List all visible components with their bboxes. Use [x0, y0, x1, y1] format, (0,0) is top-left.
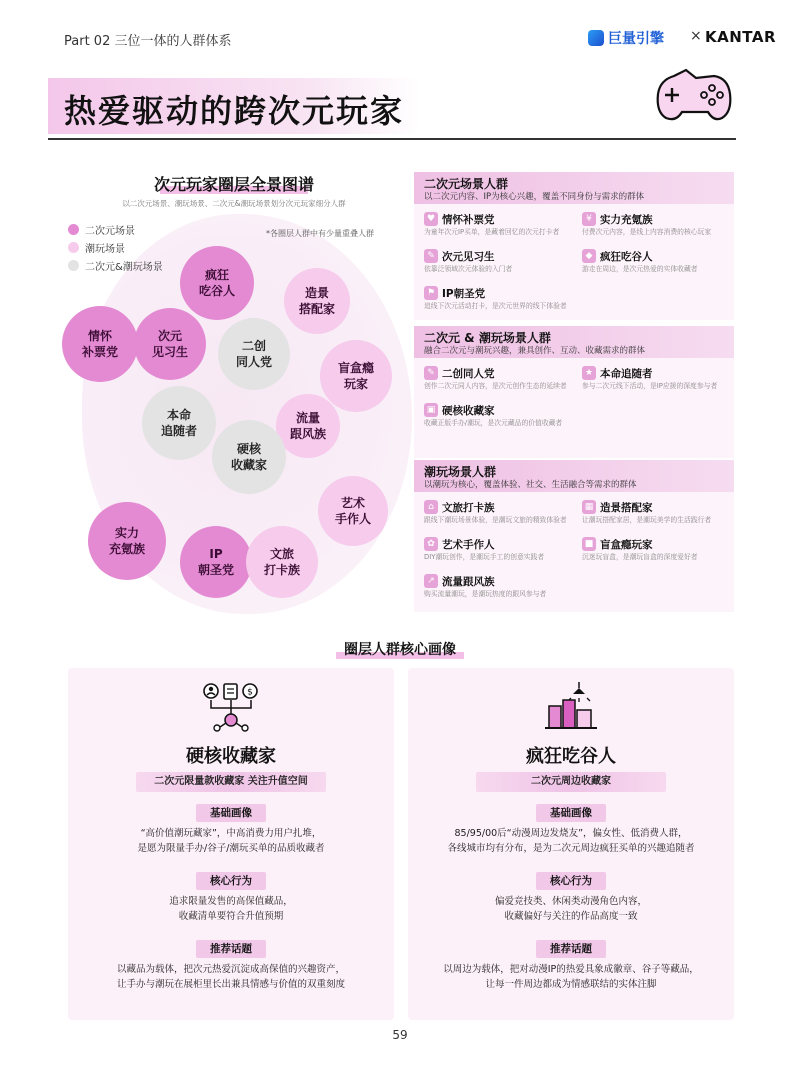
section-label-behavior: 核心行为: [536, 872, 606, 890]
portrait-card-title: 硬核收藏家: [186, 746, 276, 767]
scene-icon: ▦: [582, 500, 596, 514]
people-network-icon: [201, 682, 261, 734]
section-label-basic: 基础画像: [536, 804, 606, 822]
segment-bubble: IP 朝圣党: [180, 526, 252, 598]
legend-label: 二次元场景: [85, 226, 135, 237]
page-number: 59: [392, 1028, 408, 1042]
portrait-card-tag: 二次元限量款收藏家 关注升值空间: [136, 772, 326, 792]
gift-icon: ■: [582, 537, 596, 551]
segment-bubble: 情怀 补票党: [62, 306, 138, 382]
segment-bubble: 次元 见习生: [134, 308, 206, 380]
segment-card-title: 二次元 & 潮玩场景人群: [424, 331, 551, 345]
segment-item-desc: 跟线下潮玩场景体验，是潮玩文旅的精致体验者: [424, 516, 567, 524]
segment-bubble: 流量 跟风族: [276, 394, 340, 458]
portrait-card-merch: [408, 668, 734, 1020]
segment-item-desc: 依靠泛领域次元体验的入门者: [424, 265, 513, 273]
title-divider: [48, 138, 736, 140]
segment-bubble: 盲盒瘾 玩家: [320, 340, 392, 412]
segment-bubble: 造景 搭配家: [284, 268, 350, 334]
svg-text:$: $: [247, 687, 253, 698]
segment-item-name: 二创同人党: [442, 368, 495, 380]
segment-bubble: 文旅 打卡族: [246, 526, 318, 598]
trend-icon: ↗: [424, 574, 438, 588]
segment-card-desc: 以二次元内容、IP为核心兴趣，覆盖不同身份与需求的群体: [424, 192, 645, 202]
student-icon: ✎: [424, 249, 438, 263]
portrait-card-tag: 二次元周边收藏家: [476, 772, 666, 792]
segment-item-name: 硬核收藏家: [442, 405, 495, 417]
segment-card-desc: 融合二次元与潮玩兴趣，兼具创作、互动、收藏需求的群体: [424, 346, 646, 356]
logo-separator: ×: [690, 28, 702, 44]
segment-item-desc: 让潮玩搭配家居，是潮玩美学的生活践行者: [582, 516, 712, 524]
section-label-behavior: 核心行为: [196, 872, 266, 890]
section-text-behavior: 偏爱竞技类、休闲类动漫角色内容， 收藏偏好与关注的作品高度一致: [494, 896, 647, 923]
map-note: *各圈层人群中有少量重叠人群: [266, 229, 374, 238]
segment-card-desc: 以潮玩为核心，覆盖体验、社交、生活融合等需求的群体: [424, 480, 637, 490]
kantar-logo: KANTAR: [705, 28, 777, 46]
portrait-card-title: 疯狂吃谷人: [526, 746, 616, 767]
segment-bubble: 硬核 收藏家: [212, 420, 286, 494]
legend-item-2d: [68, 222, 135, 237]
segment-item-desc: 创作二次元同人内容，是次元创作生态的延续者: [424, 382, 567, 390]
segment-card-title: 潮玩场景人群: [424, 465, 497, 479]
segment-item-desc: 付费次元内容，是线上内容消费的核心玩家: [582, 228, 712, 236]
segment-item-name: IP朝圣党: [442, 288, 486, 300]
palette-icon: ✿: [424, 537, 438, 551]
portrait-card-collector: [68, 668, 394, 1020]
segment-item-name: 造景搭配家: [600, 502, 653, 514]
legend-dot: [68, 242, 79, 253]
segment-item-name: 疯狂吃谷人: [600, 251, 653, 263]
coin-icon: ¥: [582, 212, 596, 226]
segment-item-desc: 游走在周边，是次元热爱的实体收藏者: [582, 265, 698, 273]
part-label: Part 02 三位一体的人群体系: [64, 34, 232, 49]
segment-card-title: 二次元场景人群: [424, 177, 509, 191]
segment-item-name: 本命追随者: [600, 368, 653, 380]
legend-dot: [68, 224, 79, 235]
segment-item-name: 实力充氪族: [600, 214, 653, 226]
shelf-lamp-icon: [541, 682, 601, 734]
legend-dot: [68, 260, 79, 271]
segment-bubble: 实力 充氪族: [88, 502, 166, 580]
segment-item-name: 盲盒瘾玩家: [600, 539, 653, 551]
section-label-topic: 推荐话题: [536, 940, 606, 958]
page-title: 热爱驱动的跨次元玩家: [64, 92, 405, 130]
segment-item-desc: 收藏正版手办/潮玩，是次元藏品的价值收藏者: [424, 419, 563, 427]
juliang-logo-text: 巨量引擎: [608, 31, 664, 47]
map-subtitle: 以二次元场景、潮玩场景、二次元&潮玩场景划分次元玩家细分人群: [122, 199, 346, 208]
section-text-topic: 以藏品为载体，把次元热爱沉淀成高保值的兴趣资产， 让手办与潮玩在展柜里长出兼具情感与价值的双重刻度: [116, 964, 345, 991]
segment-bubble: 疯狂 吃谷人: [180, 246, 254, 320]
segment-card: [414, 326, 734, 458]
section-text-basic: 85/95/00后“动漫周边发烧友”，偏女性、低消费人群， 各线城市均有分布，是为二次元周边疯狂买单的兴趣追随者: [447, 828, 695, 855]
segment-item-desc: 购买流量潮玩，是潮玩热度的跟风参与者: [424, 590, 547, 598]
juliang-logo: [588, 28, 664, 48]
pen-icon: ✎: [424, 366, 438, 380]
segment-item-name: 文旅打卡族: [442, 502, 495, 514]
segment-bubble: 本命 追随者: [142, 386, 216, 460]
box-icon: ▣: [424, 403, 438, 417]
section-text-behavior: 追求限量发售的高保值藏品， 收藏清单要符合升值预期: [169, 896, 293, 923]
segment-item-name: 情怀补票党: [442, 214, 495, 226]
bag-icon: ◆: [582, 249, 596, 263]
section-text-topic: 以周边为载体，把对动漫IP的热爱具象成徽章、谷子等藏品， 让每一件周边都成为情感联结的实体注脚: [443, 964, 699, 991]
segment-bubble: 艺术 手作人: [318, 476, 388, 546]
segment-item-desc: 参与二次元线下活动，是IP应援的深度参与者: [582, 382, 718, 390]
segment-item-desc: 沉迷玩盲盒，是潮玩盲盒的深度爱好者: [582, 553, 698, 561]
segment-item-desc: 为童年次元IP买单，是藏着回忆的次元打卡者: [424, 228, 560, 236]
map-icon: ⌂: [424, 500, 438, 514]
portrait-title: 圈层人群核心画像: [344, 642, 456, 658]
segment-item-name: 次元见习生: [442, 251, 495, 263]
heart-ticket-icon: ♥: [424, 212, 438, 226]
segment-item-desc: 追线下次元活动打卡，是次元世界的线下体验者: [424, 302, 567, 310]
flag-icon: ⚑: [424, 286, 438, 300]
section-label-basic: 基础画像: [196, 804, 266, 822]
segment-bubble: 二创 同人党: [218, 318, 290, 390]
map-title: 次元玩家圈层全景图谱: [153, 175, 314, 194]
gamepad-icon: [652, 66, 736, 126]
section-text-basic: “高价值潮玩藏家”，中高消费力用户扎堆， 是愿为限量手办/谷子/潮玩买单的品质收藏者: [137, 828, 325, 855]
segment-card: [414, 172, 734, 320]
segment-item-name: 流量跟风族: [442, 576, 495, 588]
legend-item-both: [68, 258, 163, 273]
legend-label: 潮玩场景: [85, 244, 125, 255]
juliang-logo-icon: [588, 30, 604, 46]
legend-label: 二次元&潮玩场景: [85, 262, 163, 273]
section-label-topic: 推荐话题: [196, 940, 266, 958]
segment-card: [414, 460, 734, 612]
segment-item-desc: DIY潮玩创作，是潮玩手工的创意实践者: [424, 553, 545, 561]
star-icon: ★: [582, 366, 596, 380]
legend-item-trend: [68, 240, 125, 255]
segment-item-name: 艺术手作人: [442, 539, 495, 551]
